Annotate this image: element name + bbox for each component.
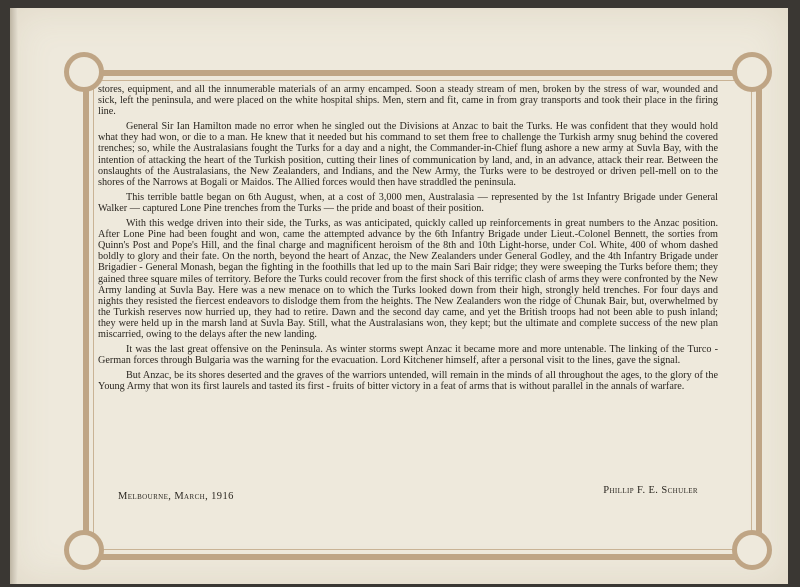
paragraph: General Sir Ian Hamilton made no error when he singled out the Divisions at Anzac to bait the Turks. He was confident that they would hold what they had won, or die to a man. He knew that it needed but his command to set them free to challenge the Turkish army snug behind the covered trenches; so, while the Australasians fought the Turks for a day and a night, the Commander-in-Chief flung ashore a new army at Suvla Bay, with the intention of attacking the heart of the Turkish position, cutting their lines of communication by land, and, in an advance, attack their rear. Between the onslaughts of the Australasians, the New Zealanders, and Indians, and the New Army, the Turks were to be destroyed or driven pell-mell on to the shores of the Narrows at Bogali or Maidos. The Allied forces would then have straddled the peninsula.: [98, 121, 718, 188]
corner-ornament-icon: [64, 530, 104, 570]
corner-ornament-icon: [732, 530, 772, 570]
author-name: Phillip F. E. Schuler: [603, 485, 698, 496]
place-date: Melbourne, March, 1916: [118, 491, 234, 502]
paragraph: It was the last great offensive on the Peninsula. As winter storms swept Anzac it became more and more untenable. The linking of the Turco - German forces through Bulgaria was the warning for the evacuation. Lord Kitchener himself, after a personal visit to the lines, gave the signal.: [98, 344, 718, 367]
signature-row: [118, 485, 698, 505]
body-text: [98, 84, 718, 396]
paragraph: With this wedge driven into their side, the Turks, as was anticipated, quickly called up reinforcements in great numbers to the Anzac position. After Lone Pine had been fought and won, came the attempted advance by the 6th Infantry Brigade under Lieut.-Colonel Bennett, the sorties from Quinn's Post and Pope's Hill, and the final charge and magnificent heroism of the 8th and 10th Light-horse, under Col. White, 400 of whom dashed boldly to glory and their fate. On the north, beyond the heart of Anzac, the New Zealanders under General Godley, and the 4th Infantry Brigade under Brigadier - General Monash, began the fighting in the foothills that led up to the main Sari Bair ridge; they were sweeping the Turks before them; they gained three square miles of territory. Before the Turks could recover from the first shock of this terrific clash of arms they were confronted by the New Army landing at Suvla Bay. Here was a new menace on to which the Turks looked down from their high, strongly held trenches. For four days and nights they resisted the fiercest endeavors to dislodge them from the heights. The New Zealanders won the ridge of Chunak Bair, but, overwhelmed by the Turkish reserves now hurried up, they had to retire. Dawn and the second day came, and yet the British troops had not been able to push inland; they were held up in the marsh land at Suvla Bay. Still, what the Australasians won, they kept; but the ultimate and complete success of the new plan miscarried, owing to the delays after the new landing.: [98, 218, 718, 340]
corner-ornament-icon: [732, 52, 772, 92]
page-binding: [10, 8, 18, 584]
paragraph: But Anzac, be its shores deserted and the graves of the warriors untended, will remain in the minds of all throughout the ages, to the glory of the Young Army that won its first laurels and tasted its first - fruits of bitter victory in a feat of arms that is without parallel in the annals of warfare.: [98, 370, 718, 393]
paragraph: stores, equipment, and all the innumerable materials of an army encamped. Soon a steady stream of men, broken by the stress of war, wounded and sick, left the peninsula, and were placed on the white hospital ships. Men, stern and fit, came in from gray transports and took their place in the firing line.: [98, 84, 718, 118]
paragraph: This terrible battle began on 6th August, when, at a cost of 3,000 men, Australasia — represented by the 1st Infantry Brigade under General Walker — captured Lone Pine trenches from the Turks — the pride and boast of their position.: [98, 191, 718, 214]
